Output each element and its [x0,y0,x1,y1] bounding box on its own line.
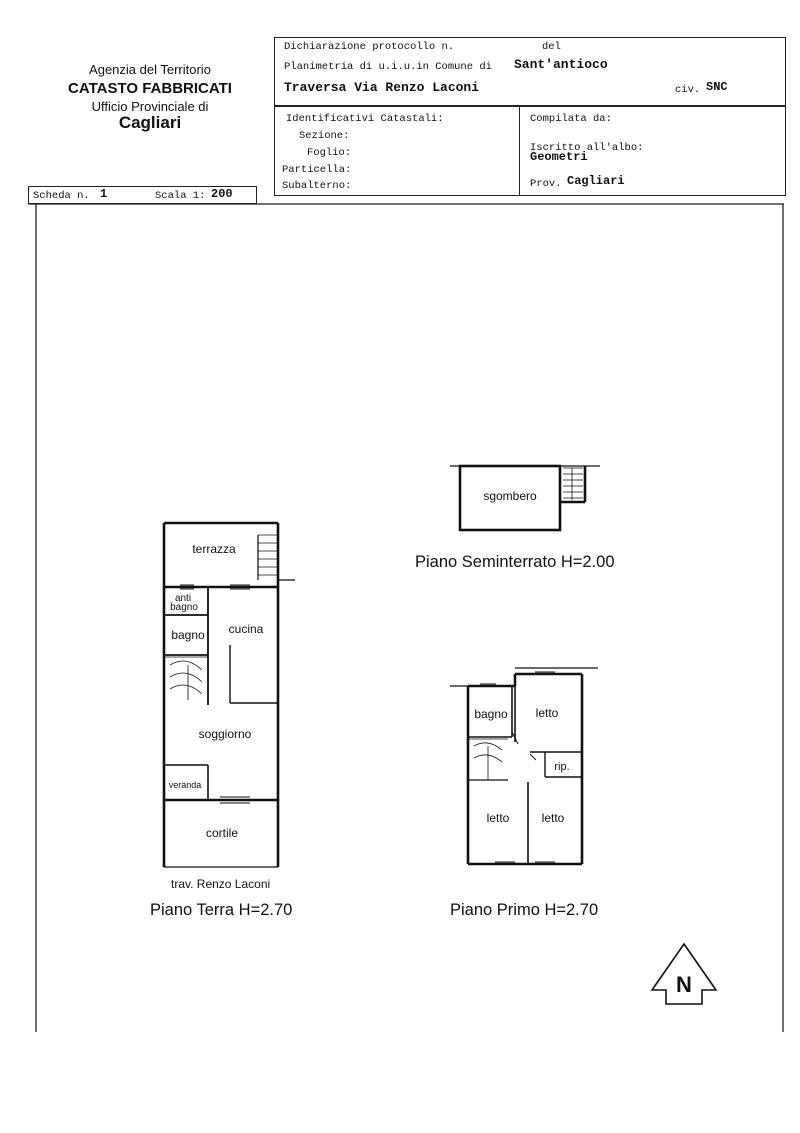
room-label-rip: rip. [554,761,570,773]
room-label-cortile: cortile [205,826,239,840]
room-label-sgombero: sgombero [483,489,537,503]
room-label-letto-1: letto [535,706,559,720]
scala-label: Scala 1: [155,190,206,202]
catasto-title: CATASTO FABBRICATI [68,80,232,97]
sezione-label: Sezione: [299,130,350,142]
foglio-label: Foglio: [307,147,352,159]
scheda-label: Scheda n. [33,190,90,202]
room-label-soggiorno: soggiorno [198,727,252,741]
floorplan-seminterrato [450,458,650,538]
dichiarazione-label: Dichiarazione protocollo n. [284,41,455,53]
subalterno-label: Subalterno: [282,180,352,192]
primo-title: Piano Primo H=2.70 [450,901,599,919]
terra-walls [164,523,295,867]
terra-title: Piano Terra H=2.70 [150,901,293,919]
room-label-veranda: veranda [168,780,202,790]
seminterrato-stair [563,468,583,500]
north-arrow-icon [648,940,720,1008]
ufficio-city: Cagliari [118,113,182,132]
room-label-letto-3: letto [541,811,565,825]
prov-value: Cagliari [567,174,625,188]
room-label-antibagno-2: bagno [170,602,198,613]
terra-street-label: trav. Renzo Laconi [171,877,271,891]
prov-label: Prov. [530,178,562,190]
floorplan-terra [150,515,310,875]
identificativi-title: Identificativi Catastali: [286,113,444,125]
iscritto-label: Iscritto all'albo: [530,142,644,154]
room-label-bagno-primo: bagno [474,707,508,721]
north-label: N [676,972,692,997]
scheda-value: 1 [100,187,108,201]
floorplan-primo [450,662,610,872]
particella-label: Particella: [282,164,352,176]
compilata-label: Compilata da: [530,113,612,125]
seminterrato-title: Piano Seminterrato H=2.00 [415,553,615,571]
del-label: del [542,41,561,53]
agency-name: Agenzia del Territorio [89,62,211,77]
room-label-bagno: bagno [171,628,205,642]
civ-value: SNC [706,80,728,94]
room-label-cucina: cucina [228,622,264,636]
albo-value: Geometri [530,150,588,164]
planimetria-label: Planimetria di u.i.u.in Comune di [284,61,492,73]
room-label-antibagno: anti [174,593,192,604]
scala-value: 200 [211,187,233,201]
comune-value: Sant'antioco [514,57,608,72]
room-label-terrazza: terrazza [192,542,236,556]
address-value: Traversa Via Renzo Laconi [284,80,480,95]
ufficio-label: Ufficio Provinciale di [91,99,209,114]
room-label-letto-2: letto [486,811,510,825]
civ-label: civ. [675,84,701,96]
primo-walls [450,668,598,864]
